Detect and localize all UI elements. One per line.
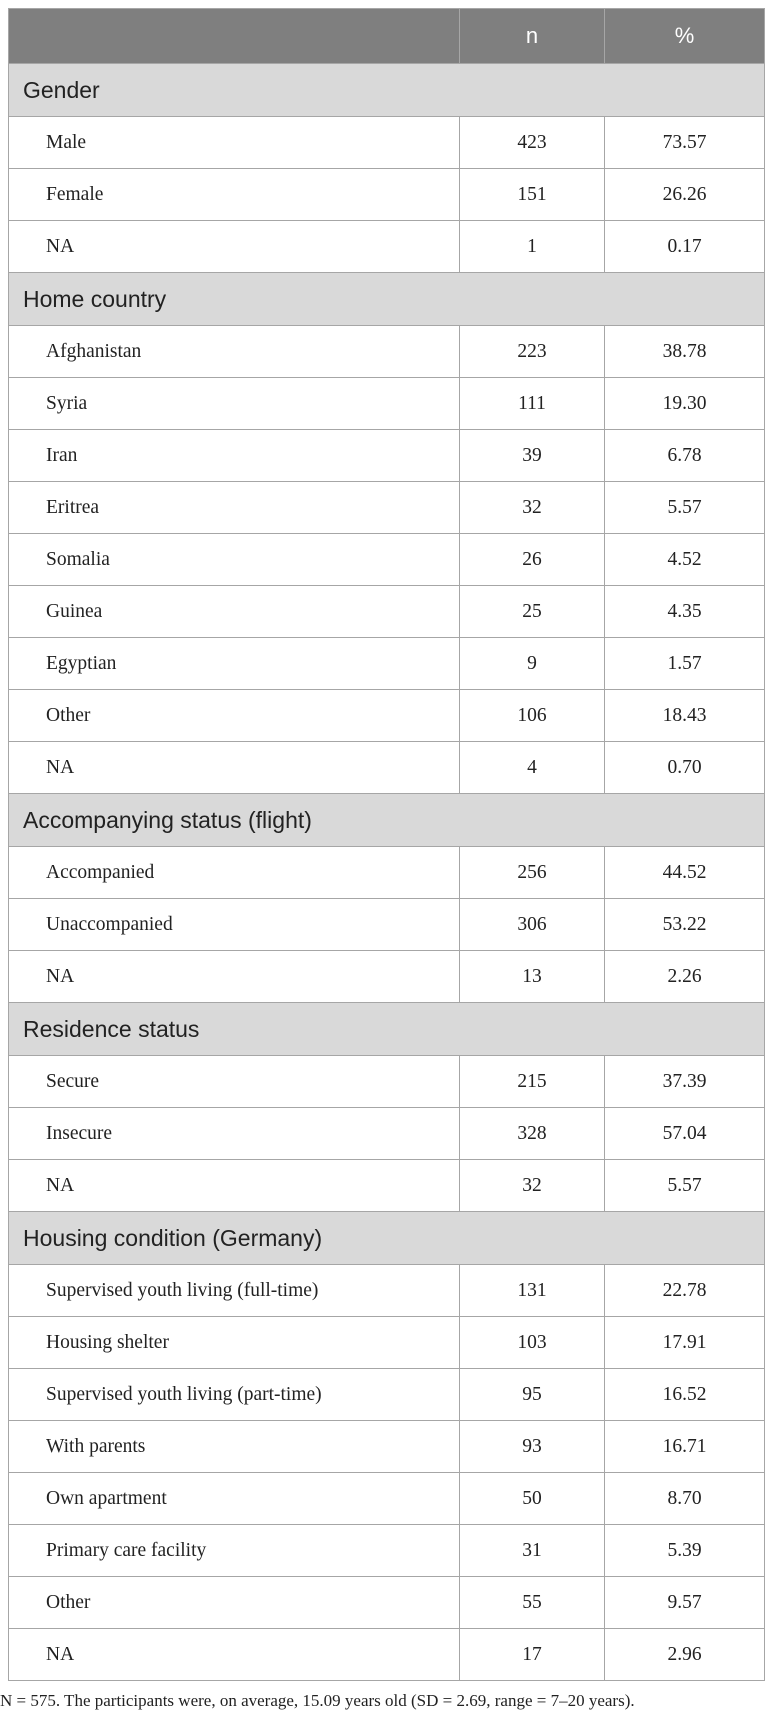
row-percent-cell: 9.57	[605, 1577, 765, 1629]
row-n-cell: 93	[460, 1421, 605, 1473]
header-row	[9, 9, 765, 64]
row-label-cell: Secure	[9, 1056, 460, 1108]
row-label-cell: Afghanistan	[9, 326, 460, 378]
header-percent-cell: %	[605, 9, 765, 64]
row-label-cell: Guinea	[9, 586, 460, 638]
row-n-cell: 39	[460, 430, 605, 482]
table-row	[9, 169, 765, 221]
row-n-cell: 423	[460, 117, 605, 169]
table-row	[9, 221, 765, 273]
row-percent-cell: 2.96	[605, 1629, 765, 1681]
row-percent-cell: 4.35	[605, 586, 765, 638]
table-row	[9, 117, 765, 169]
row-n-cell: 31	[460, 1525, 605, 1577]
row-n-cell: 328	[460, 1108, 605, 1160]
table-row	[9, 951, 765, 1003]
section-row	[9, 1212, 765, 1265]
row-label-cell: Eritrea	[9, 482, 460, 534]
table-row	[9, 1317, 765, 1369]
row-n-cell: 17	[460, 1629, 605, 1681]
row-label-cell: Supervised youth living (part-time)	[9, 1369, 460, 1421]
table-row	[9, 1473, 765, 1525]
demographics-table	[8, 8, 765, 1681]
row-label-cell: Iran	[9, 430, 460, 482]
row-percent-cell: 0.70	[605, 742, 765, 794]
row-label-cell: Primary care facility	[9, 1525, 460, 1577]
row-label-cell: Unaccompanied	[9, 899, 460, 951]
row-label-cell: NA	[9, 951, 460, 1003]
table-row	[9, 534, 765, 586]
section-title: Accompanying status (flight)	[9, 794, 765, 847]
row-n-cell: 306	[460, 899, 605, 951]
table-row	[9, 1056, 765, 1108]
row-percent-cell: 57.04	[605, 1108, 765, 1160]
row-percent-cell: 5.57	[605, 482, 765, 534]
row-label-cell: NA	[9, 742, 460, 794]
row-n-cell: 256	[460, 847, 605, 899]
table-row	[9, 1421, 765, 1473]
section-title: Housing condition (Germany)	[9, 1212, 765, 1265]
table-row	[9, 378, 765, 430]
section-title: Gender	[9, 64, 765, 117]
row-n-cell: 26	[460, 534, 605, 586]
row-n-cell: 32	[460, 1160, 605, 1212]
row-n-cell: 13	[460, 951, 605, 1003]
table-row	[9, 1525, 765, 1577]
row-label-cell: Supervised youth living (full-time)	[9, 1265, 460, 1317]
section-title: Residence status	[9, 1003, 765, 1056]
row-percent-cell: 16.71	[605, 1421, 765, 1473]
row-percent-cell: 0.17	[605, 221, 765, 273]
row-percent-cell: 2.26	[605, 951, 765, 1003]
header-label-cell	[9, 9, 460, 64]
header-n-cell: n	[460, 9, 605, 64]
row-n-cell: 215	[460, 1056, 605, 1108]
row-label-cell: Other	[9, 1577, 460, 1629]
row-percent-cell: 44.52	[605, 847, 765, 899]
table-footnote: N = 575. The participants were, on average, 15.09 years old (SD = 2.69, range = 7–20 years).	[0, 1691, 635, 1710]
row-n-cell: 103	[460, 1317, 605, 1369]
row-label-cell: NA	[9, 1160, 460, 1212]
row-label-cell: With parents	[9, 1421, 460, 1473]
row-n-cell: 32	[460, 482, 605, 534]
row-label-cell: Other	[9, 690, 460, 742]
table-row	[9, 1108, 765, 1160]
table-row	[9, 638, 765, 690]
row-label-cell: NA	[9, 1629, 460, 1681]
row-percent-cell: 22.78	[605, 1265, 765, 1317]
demographics-table-container	[8, 8, 764, 1681]
row-percent-cell: 38.78	[605, 326, 765, 378]
row-percent-cell: 17.91	[605, 1317, 765, 1369]
row-n-cell: 151	[460, 169, 605, 221]
row-percent-cell: 18.43	[605, 690, 765, 742]
row-percent-cell: 19.30	[605, 378, 765, 430]
row-n-cell: 25	[460, 586, 605, 638]
row-n-cell: 1	[460, 221, 605, 273]
row-percent-cell: 5.39	[605, 1525, 765, 1577]
row-percent-cell: 53.22	[605, 899, 765, 951]
table-body	[9, 64, 765, 1681]
section-row	[9, 794, 765, 847]
row-n-cell: 106	[460, 690, 605, 742]
section-row	[9, 64, 765, 117]
table-row	[9, 586, 765, 638]
table-row	[9, 1629, 765, 1681]
row-n-cell: 4	[460, 742, 605, 794]
table-row	[9, 742, 765, 794]
row-n-cell: 55	[460, 1577, 605, 1629]
row-percent-cell: 26.26	[605, 169, 765, 221]
row-label-cell: Syria	[9, 378, 460, 430]
row-n-cell: 95	[460, 1369, 605, 1421]
section-row	[9, 273, 765, 326]
row-label-cell: Somalia	[9, 534, 460, 586]
table-row	[9, 899, 765, 951]
table-row	[9, 1160, 765, 1212]
row-percent-cell: 6.78	[605, 430, 765, 482]
row-n-cell: 111	[460, 378, 605, 430]
row-label-cell: Male	[9, 117, 460, 169]
row-n-cell: 9	[460, 638, 605, 690]
table-row	[9, 847, 765, 899]
table-row	[9, 482, 765, 534]
table-row	[9, 1577, 765, 1629]
row-n-cell: 223	[460, 326, 605, 378]
section-title: Home country	[9, 273, 765, 326]
table-row	[9, 1265, 765, 1317]
row-n-cell: 50	[460, 1473, 605, 1525]
row-label-cell: Own apartment	[9, 1473, 460, 1525]
table-header	[9, 9, 765, 64]
row-percent-cell: 5.57	[605, 1160, 765, 1212]
row-label-cell: NA	[9, 221, 460, 273]
row-percent-cell: 1.57	[605, 638, 765, 690]
table-row	[9, 1369, 765, 1421]
row-n-cell: 131	[460, 1265, 605, 1317]
row-percent-cell: 73.57	[605, 117, 765, 169]
table-row	[9, 430, 765, 482]
row-label-cell: Insecure	[9, 1108, 460, 1160]
row-label-cell: Female	[9, 169, 460, 221]
row-label-cell: Housing shelter	[9, 1317, 460, 1369]
row-percent-cell: 37.39	[605, 1056, 765, 1108]
row-percent-cell: 4.52	[605, 534, 765, 586]
section-row	[9, 1003, 765, 1056]
row-label-cell: Egyptian	[9, 638, 460, 690]
row-label-cell: Accompanied	[9, 847, 460, 899]
row-percent-cell: 16.52	[605, 1369, 765, 1421]
table-row	[9, 326, 765, 378]
table-row	[9, 690, 765, 742]
row-percent-cell: 8.70	[605, 1473, 765, 1525]
